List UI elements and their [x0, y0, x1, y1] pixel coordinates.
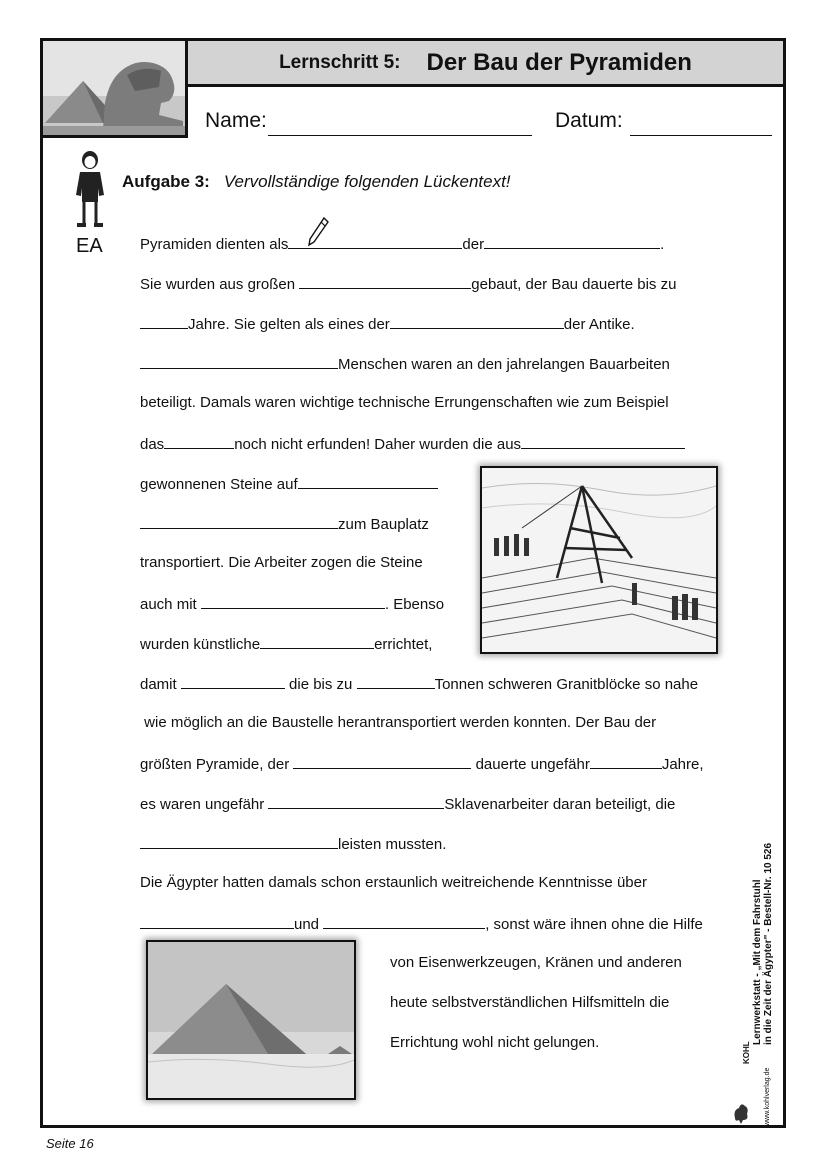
blank-field[interactable] — [390, 314, 564, 329]
student-icon — [68, 150, 112, 230]
text-line-19: von Eisenwerkzeugen, Kränen und anderen — [390, 954, 682, 971]
construction-illustration — [480, 466, 718, 654]
text-line-11: wurden künstliche errichtet, — [140, 636, 433, 653]
blank-field[interactable] — [140, 914, 294, 929]
date-field[interactable] — [630, 135, 772, 136]
text-line-4: Menschen waren an den jahrelangen Bauarbeiten — [140, 354, 670, 373]
publisher-name: KOHL — [742, 1041, 751, 1064]
blank-field[interactable] — [260, 634, 374, 649]
text-line-12: damit die bis zu Tonnen schweren Granitblöcke so nahe — [140, 676, 699, 693]
text-line-5: beteiligt. Damals waren wichtige technische Errungenschaften wie zum Beispiel — [140, 394, 669, 411]
text-line-3: Jahre. Sie gelten als eines der der Antike. — [140, 314, 635, 333]
text-line-6: das noch nicht erfunden! Daher wurden die aus — [140, 434, 685, 453]
text-line-7: gewonnenen Steine auf — [140, 474, 438, 493]
text-line-9: transportiert. Die Arbeiter zogen die Steine — [140, 554, 423, 571]
text-line-14: größten Pyramide, der dauerte ungefähr Jahre, — [140, 756, 704, 773]
blank-field[interactable] — [484, 234, 660, 249]
work-mode-label: EA — [76, 235, 103, 257]
blank-field[interactable] — [298, 474, 438, 489]
name-label: Name: — [205, 109, 267, 132]
task-heading — [122, 172, 511, 192]
text-line-20: heute selbstverständlichen Hilfsmitteln die — [390, 994, 670, 1011]
blank-field[interactable] — [521, 434, 685, 449]
text-line-21: Errichtung wohl nicht gelungen. — [390, 1034, 600, 1051]
blank-field[interactable] — [293, 754, 471, 769]
publisher-logo — [731, 1098, 751, 1124]
blank-field[interactable] — [268, 794, 444, 809]
blank-field[interactable] — [299, 274, 471, 289]
publisher-url[interactable]: www.kohlverlag.de — [764, 1067, 771, 1126]
product-info: Lernwerkstatt - „Mit dem Fahrstuhl in die Zeit der Ägypter" - Bestell-Nr. 10 526 — [752, 842, 774, 1045]
title-bar — [188, 41, 783, 87]
text-line-16: leisten mussten. — [140, 834, 446, 853]
blank-field[interactable] — [140, 514, 338, 529]
text-line-15: es waren ungefähr Sklavenarbeiter daran beteiligt, die — [140, 796, 676, 813]
sphinx-image — [43, 41, 188, 138]
date-label: Datum: — [555, 109, 623, 132]
blank-field[interactable] — [140, 354, 338, 369]
text-line-1: Pyramiden dienten als der . — [140, 236, 665, 253]
text-line-17: Die Ägypter hatten damals schon erstaunlich weitreichende Kenntnisse über — [140, 874, 647, 891]
task-instruction: Vervollständige folgenden Lückentext! — [223, 172, 511, 191]
text-line-18: und , sonst wäre ihnen ohne die Hilfe — [140, 914, 703, 933]
blank-field[interactable] — [357, 674, 435, 689]
page-title: Der Bau der Pyramiden — [426, 48, 692, 76]
text-line-10: auch mit . Ebenso — [140, 596, 445, 613]
blank-field[interactable] — [181, 674, 285, 689]
blank-field[interactable] — [140, 834, 338, 849]
blank-field[interactable] — [164, 434, 234, 449]
blank-field[interactable] — [201, 594, 385, 609]
page-number: Seite 16 — [46, 1136, 94, 1151]
pyramid-photo — [146, 940, 356, 1100]
text-line-2: Sie wurden aus großen gebaut, der Bau dauerte bis zu — [140, 276, 677, 293]
blank-field[interactable] — [140, 314, 188, 329]
blank-field[interactable] — [288, 234, 462, 249]
text-line-8: zum Bauplatz — [140, 514, 429, 533]
name-field[interactable] — [268, 135, 532, 136]
text-line-13: wie möglich an die Baustelle herantransportiert werden konnten. Der Bau der — [140, 714, 657, 731]
blank-field[interactable] — [323, 914, 485, 929]
lesson-step: Lernschritt 5: — [279, 51, 401, 73]
blank-field[interactable] — [590, 754, 662, 769]
task-label: Aufgabe 3: — [122, 172, 210, 191]
